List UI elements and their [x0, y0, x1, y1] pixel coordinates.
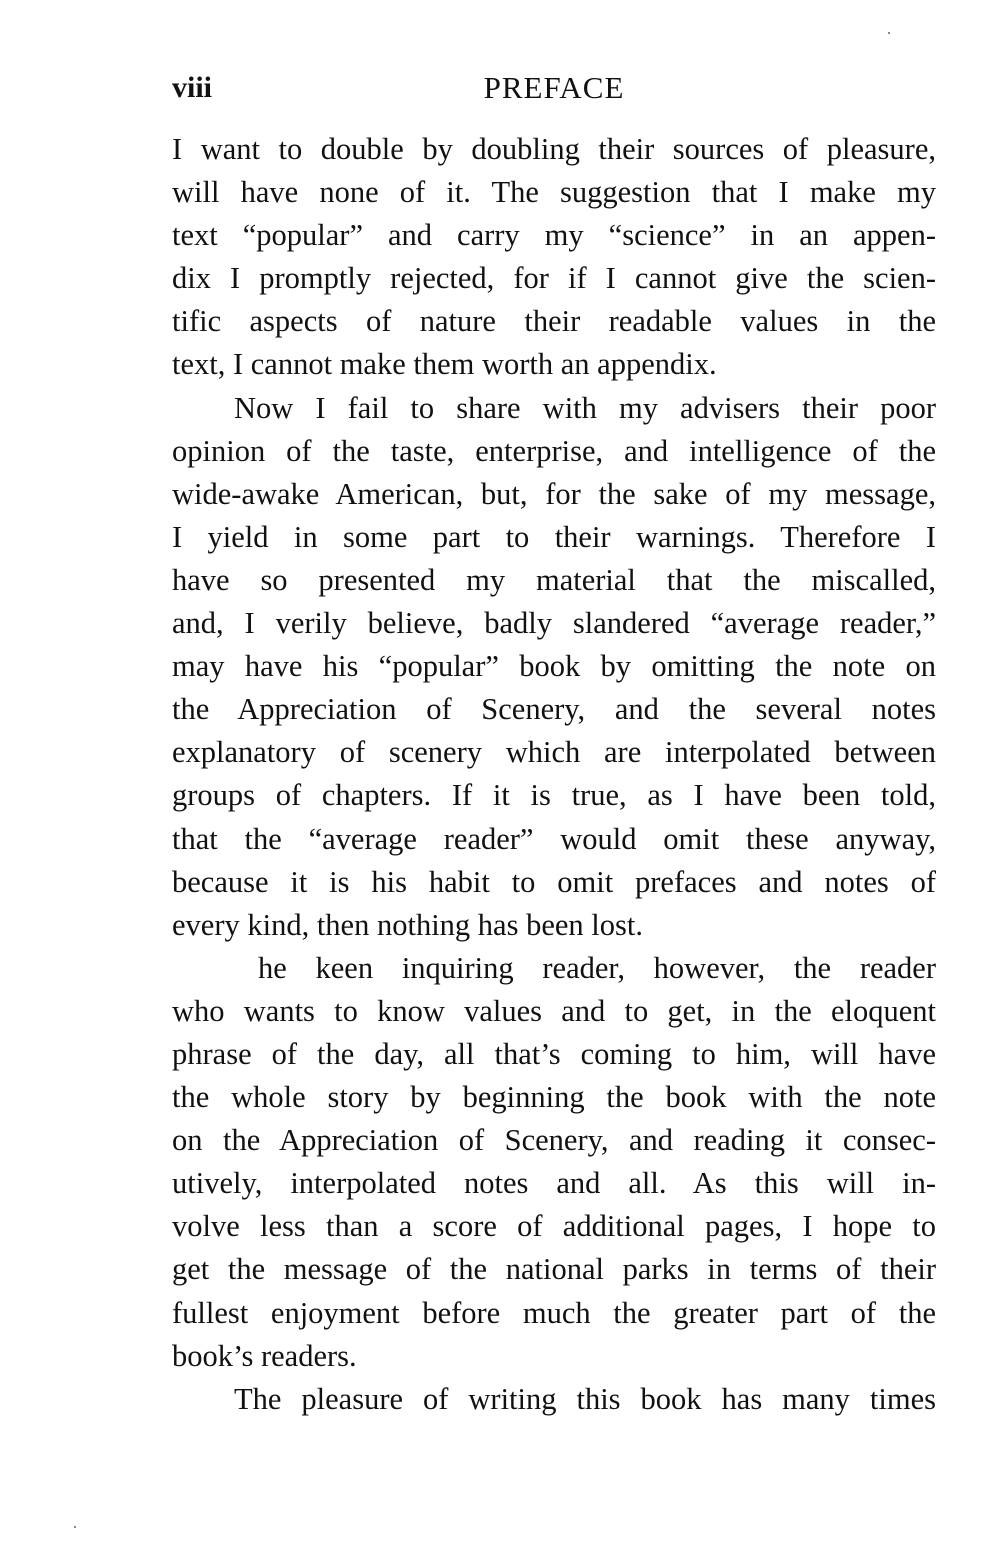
text-line: every kind, then nothing has been lost.: [172, 907, 643, 942]
text-line: explanatory of scenery which are interpolated between: [172, 735, 936, 770]
text-line: utively, interpolated notes and all. As this will in-: [172, 1166, 936, 1201]
text-line: wide-awake American, but, for the sake of my message,: [172, 476, 936, 511]
text-line: have so presented my material that the miscalled,: [172, 562, 936, 597]
text-line: text, I cannot make them worth an appendix.: [172, 347, 717, 382]
text-line: that the “average reader” would omit these anyway,: [172, 821, 936, 856]
text-line: fullest enjoyment before much the greater part of the: [172, 1295, 936, 1330]
text-line: will have none of it. The suggestion that I make my: [172, 175, 936, 210]
paragraph-keen-reader: [172, 947, 936, 1378]
text-line: dix I promptly rejected, for if I cannot give the scien-: [172, 261, 936, 296]
text-line: get the message of the national parks in terms of their: [172, 1252, 936, 1287]
text-line: groups of chapters. If it is true, as I have been told,: [172, 778, 936, 813]
text-line: the whole story by beginning the book with the note: [172, 1080, 936, 1115]
body-text: [172, 128, 936, 1421]
text-line: may have his “popular” book by omitting the note on: [172, 649, 936, 684]
text-line: who wants to know values and to get, in the eloquent: [172, 993, 936, 1028]
text-line: the Appreciation of Scenery, and the several notes: [172, 692, 936, 727]
paragraph-pleasure: [172, 1378, 936, 1421]
text-line: Now I fail to share with my advisers their poor: [234, 390, 936, 425]
text-line: book’s readers.: [172, 1338, 357, 1373]
text-line: because it is his habit to omit prefaces and notes of: [172, 864, 936, 899]
page-number: viii: [172, 71, 213, 104]
text-line: phrase of the day, all that’s coming to him, will have: [172, 1036, 936, 1071]
text-line: I want to double by doubling their sources of pleasure,: [172, 132, 936, 166]
text-line: on the Appreciation of Scenery, and reading it consec-: [172, 1123, 936, 1158]
scan-speck: [888, 32, 890, 34]
text-line: opinion of the taste, enterprise, and intelligence of the: [172, 433, 936, 468]
paragraph-continued: [172, 128, 936, 387]
text-line: and, I verily believe, badly slandered “average reader,”: [172, 606, 936, 641]
text-line: text “popular” and carry my “science” in an appen-: [172, 218, 936, 253]
scan-speck: [74, 1526, 76, 1528]
running-head: [172, 64, 936, 112]
text-line: he keen inquiring reader, however, the reader: [258, 950, 936, 985]
running-title: PREFACE: [483, 70, 625, 105]
text-line: volve less than a score of additional pages, I hope to: [172, 1209, 936, 1244]
text-line: I yield in some part to their warnings. Therefore I: [172, 519, 936, 554]
paragraph-advisers: [172, 387, 936, 947]
text-line: The pleasure of writing this book has many times: [234, 1381, 936, 1416]
text-line: tific aspects of nature their readable values in the: [172, 304, 936, 339]
